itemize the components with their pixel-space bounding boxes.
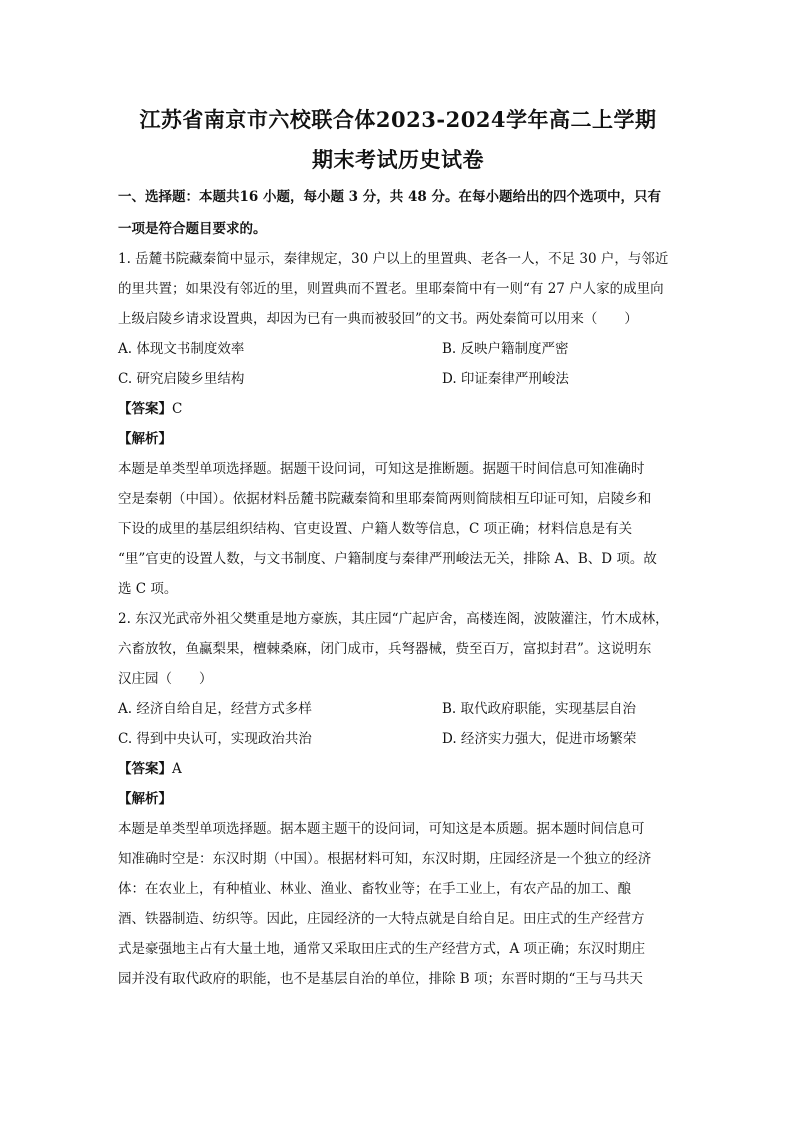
answer-value: C xyxy=(172,401,183,417)
q2-answer xyxy=(118,754,678,784)
q1-stem-line: 1. 岳麓书院藏秦简中显示，秦律规定，30 户以上的里置典、老各一人，不足 30 户，与邻近 xyxy=(118,251,669,267)
q1-option-a: A. 体现文书制度效率 xyxy=(118,341,245,357)
q2-analysis-line: 体：在农业上，有种植业、林业、渔业、畜牧业等；在手工业上，有农产品的加工、酿 xyxy=(118,881,631,897)
analysis-label: 【解析】 xyxy=(118,791,172,807)
q1-option-d: D. 印证秦律严刑峻法 xyxy=(442,371,569,387)
q1-analysis-line: 下设的成里的基层组织结构、官吏设置、户籍人数等信息，C 项正确；材料信息是有关 xyxy=(118,521,633,537)
q2-option-a: A. 经济自给自足，经营方式多样 xyxy=(118,701,312,717)
q2-stem-line: 2. 东汉光武帝外祖父樊重是地方豪族，其庄园“广起庐舍，高楼连阁，波陂灌注，竹木成林， xyxy=(118,611,669,627)
exam-page xyxy=(118,100,678,994)
analysis-label: 【解析】 xyxy=(118,431,172,447)
q1-options xyxy=(118,334,678,394)
q1-analysis-label xyxy=(118,424,678,454)
q2-analysis-label xyxy=(118,784,678,814)
exam-title-line1: 江苏省南京市六校联合体2023-2024学年高二上学期 xyxy=(139,107,657,132)
section-heading-line1: 一、选择题：本题共16 小题，每小题 3 分，共 48 分。在每小题给出的四个选项中，只有 xyxy=(118,189,661,205)
answer-value: A xyxy=(172,761,182,777)
answer-label: 【答案】 xyxy=(118,761,172,777)
question-2 xyxy=(118,604,678,994)
q1-analysis-line: 选 C 项。 xyxy=(118,581,178,597)
q1-option-b: B. 反映户籍制度严密 xyxy=(442,341,569,357)
q1-answer xyxy=(118,394,678,424)
answer-label: 【答案】 xyxy=(118,401,172,417)
q2-analysis-line: 园并没有取代政府的职能，也不是基层自治的单位，排除 B 项；东晋时期的“王与马共天 xyxy=(118,971,643,987)
q2-analysis-line: 本题是单类型单项选择题。据本题主题干的设问词，可知这是本质题。据本题时间信息可 xyxy=(118,821,645,837)
q1-stem-line: 上级启陵乡请求设置典，却因为已有一典而被驳回”的文书。两处秦简可以用来（ ） xyxy=(118,311,638,327)
q2-option-d: D. 经济实力强大，促进市场繁荣 xyxy=(442,731,637,747)
q2-option-b: B. 取代政府职能，实现基层自治 xyxy=(442,701,637,717)
q2-analysis-line: 酒、铁器制造、纺织等。因此，庄园经济的一大特点就是自给自足。田庄式的生产经营方 xyxy=(118,911,645,927)
q2-analysis-line: 式是豪强地主占有大量土地，通常又采取田庄式的生产经营方式，A 项正确；东汉时期庄 xyxy=(118,941,646,957)
q1-analysis-line: 空是秦朝（中国）。依据材料岳麓书院藏秦简和里耶秦简两则简牍相互印证可知，启陵乡和 xyxy=(118,491,652,507)
q2-analysis-line: 知准确时空是：东汉时期（中国）。根据材料可知，东汉时期，庄园经济是一个独立的经济 xyxy=(118,851,652,867)
q1-analysis-line: 本题是单类型单项选择题。据题干设问词，可知这是推断题。据题干时间信息可知准确时 xyxy=(118,461,645,477)
q2-stem-line: 六畜放牧，鱼赢梨果，檀棘桑麻，闭门成市，兵弩器械，赀至百万，富拟封君”。这说明东 xyxy=(118,641,652,657)
q2-option-c: C. 得到中央认可，实现政治共治 xyxy=(118,731,312,747)
q1-analysis-line: “里”官吏的设置人数，与文书制度、户籍制度与秦律严刑峻法无关，排除 A、B、D 项。故 xyxy=(118,551,657,567)
question-1 xyxy=(118,244,678,604)
q2-options xyxy=(118,694,678,754)
exam-title-line2: 期末考试历史试卷 xyxy=(312,147,484,172)
q1-option-c: C. 研究启陵乡里结构 xyxy=(118,371,245,387)
q2-stem-line: 汉庄园（ ） xyxy=(118,671,213,687)
section-heading-line2: 一项是符合题目要求的。 xyxy=(118,221,267,237)
q1-stem-line: 的里共置；如果没有邻近的里，则置典而不置老。里耶秦简中有一则“有 27 户人家的成里向 xyxy=(118,281,664,297)
